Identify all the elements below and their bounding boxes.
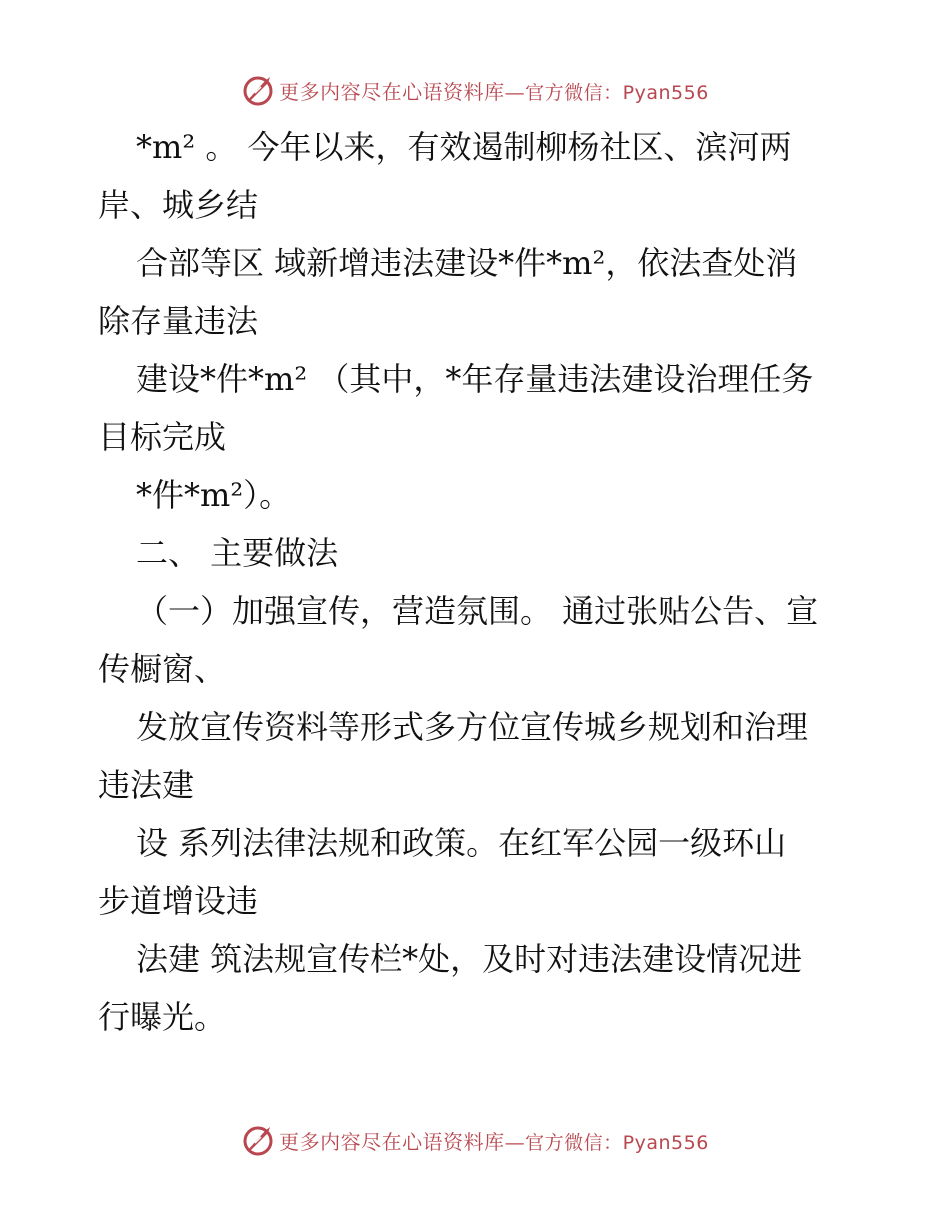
paragraph-line: 目标完成 xyxy=(98,418,227,456)
subsection-heading-line: （一）加强宣传，营造氛围。 通过张贴公告、宣 xyxy=(136,592,819,630)
paragraph-line: 发放宣传资料等形式多方位宣传城乡规划和治理 xyxy=(136,708,809,746)
paragraph-line: 建设*件*m² （其中，*年存量违法建设治理任务 xyxy=(136,360,814,398)
header-watermark-text xyxy=(279,76,709,105)
quill-pen-logo-icon xyxy=(241,73,275,107)
paragraph-line: *件*m²）。 xyxy=(136,476,292,514)
paragraph-line: 设 系列法律法规和政策。在红军公园一级环山 xyxy=(136,824,787,862)
paragraph-line: 法建 筑法规宣传栏*处，及时对违法建设情况进 xyxy=(136,940,803,978)
header-watermark xyxy=(0,70,950,110)
header-site-text: 更多内容尽在心语资料库 xyxy=(279,79,505,104)
paragraph-line: 传橱窗、 xyxy=(98,650,227,688)
footer-watermark-text xyxy=(279,1126,709,1155)
section-heading: 二、 主要做法 xyxy=(136,534,339,572)
paragraph-line: 行曝光。 xyxy=(98,998,227,1036)
paragraph-line: 合部等区 域新增违法建设*件*m²，依法查处消 xyxy=(136,244,798,282)
paragraph-line: 除存量违法 xyxy=(98,302,259,340)
paragraph-line: 步道增设违 xyxy=(98,882,259,920)
quill-pen-logo-icon xyxy=(241,1123,275,1157)
footer-site-text: 更多内容尽在心语资料库 xyxy=(279,1129,505,1154)
header-wechat-text: 官方微信：Pyan556 xyxy=(525,81,709,104)
footer-watermark xyxy=(0,1120,950,1160)
footer-wechat-text: 官方微信：Pyan556 xyxy=(525,1131,709,1154)
footer-separator: — xyxy=(504,1129,526,1154)
header-separator: — xyxy=(504,79,526,104)
document-body xyxy=(98,118,858,1046)
paragraph-line: 岸、城乡结 xyxy=(98,186,259,224)
paragraph-line: *m² 。 今年以来，有效遏制柳杨社区、滨河两 xyxy=(136,128,792,166)
paragraph-line: 违法建 xyxy=(98,766,195,804)
